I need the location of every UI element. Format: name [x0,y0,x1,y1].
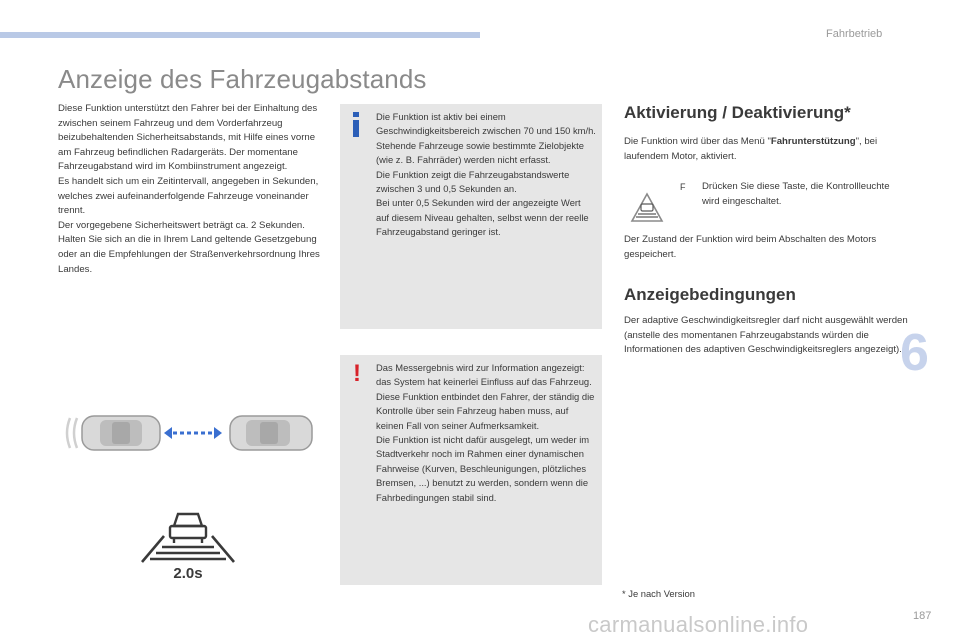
warning-icon: ! [353,360,361,387]
menu-text-before: Die Funktion wird über das Menü " [624,136,771,147]
warning-paragraph: Das Messergebnis wird zur Information angezeigt: das System hat keinerlei Einfluss auf das Fahrzeug. [376,362,592,388]
page-title: Anzeige des Fahrzeugabstands [58,64,427,94]
warning-box [340,355,602,585]
footnote: * Je nach Version [622,588,695,599]
intro-text-column [58,102,328,277]
menu-name: Fahrunterstützung [770,136,856,147]
info-paragraph: Bei unter 0,5 Sekunden wird der angezeigte Wert auf diesem Niveau gehalten, selbst wenn der reelle Fahrzeugabstand geringer ist. [376,197,589,238]
watermark: carmanualsonline.info [588,612,809,637]
info-icon [350,112,362,138]
intro-paragraph: Halten Sie sich an die in Ihrem Land geltende Gesetzgebung oder an die Empfehlungen der Straßenverkehrsordnung Ihres Landes. [58,234,320,275]
distance-button-icon [624,190,670,226]
chapter-number: 6 [900,324,929,382]
button-instruction-text: Drücken Sie diese Taste, die Kontrollleuchte wird eingeschaltet. [702,181,890,207]
activation-heading: Aktivierung / Deaktivierung* [624,103,851,122]
info-paragraph: Die Funktion zeigt die Fahrzeugabstandswerte zwischen 3 und 0,5 Sekunden an. [376,168,570,195]
info-box [340,104,602,329]
top-accent-bar [0,32,480,38]
own-car-icon [82,416,160,450]
section-title: Fahrbetrieb [826,28,883,40]
warning-box-text [376,361,596,505]
radar-waves-icon [67,418,77,448]
road-lines-icon [142,536,234,562]
intro-paragraph: Es handelt sich um ein Zeitintervall, angegeben in Sekunden, welches zwei aufeinanderfolgende Fahrzeuge voneinander trennt. [58,175,319,217]
front-car-icon [230,416,312,450]
info-paragraph: Die Funktion ist aktiv bei einem Geschwindigkeitsbereich zwischen 70 und 150 km/h. [376,111,596,137]
car-front-icon [170,514,206,543]
info-box-text [376,110,596,240]
vehicle-distance-illustration [60,408,318,458]
state-saved-text: Der Zustand der Funktion wird beim Abschalten des Motors gespeichert. [624,234,877,260]
menu-text-after: ", bei laufendem Motor, aktiviert. [624,136,878,162]
display-conditions-text: Der adaptive Geschwindigkeitsregler darf nicht ausgewählt werden (anstelle des momentanen Fahrzeugabstands würden die Informationen des adaptiven Geschwindigkeitsreglers angezeigt). [624,315,908,356]
menu-instruction [624,135,914,164]
display-conditions-heading: Anzeigebedingungen [624,285,796,304]
warning-paragraph: Die Funktion ist nicht dafür ausgelegt, um weder im Stadtverkehr noch im Rahmen einer dynamischen Fahrweise (Kurven, Beschleunigungen, plötzliches Bremsen, ...) benutzt zu werden, sondern wenn die Fahrbedingungen stabil sind. [376,434,590,503]
intro-paragraph: Diese Funktion unterstützt den Fahrer bei der Einhaltung des zwischen seinem Fahrzeug und dem Vorderfahrzeug beizubehaltenden Sicherheitsabstands, mit Hilfe eines vorne am Fahrzeug befindlichen Radargeräts. Der momentane Fahrzeugabstand wird im Kombiinstrument angezeigt. [58,103,318,173]
page-number: 187 [913,610,932,622]
gauge-value: 2.0s [173,565,203,582]
info-paragraph: Stehende Fahrzeuge sowie bestimmte Zielobjekte (wie z. B. Fahrräder) werden nicht erfasst. [376,139,584,166]
warning-paragraph: Diese Funktion entbindet den Fahrer, der ständig die Kontrolle über sein Fahrzeug haben muss, auf keinen Fall von seiner Aufmerksamkeit. [376,390,595,431]
bullet-glyph: F [680,182,686,192]
distance-arrow-icon [164,427,222,439]
intro-paragraph: Der vorgegebene Sicherheitswert beträgt ca. 2 Sekunden. [58,219,305,231]
distance-gauge-illustration [138,506,238,582]
